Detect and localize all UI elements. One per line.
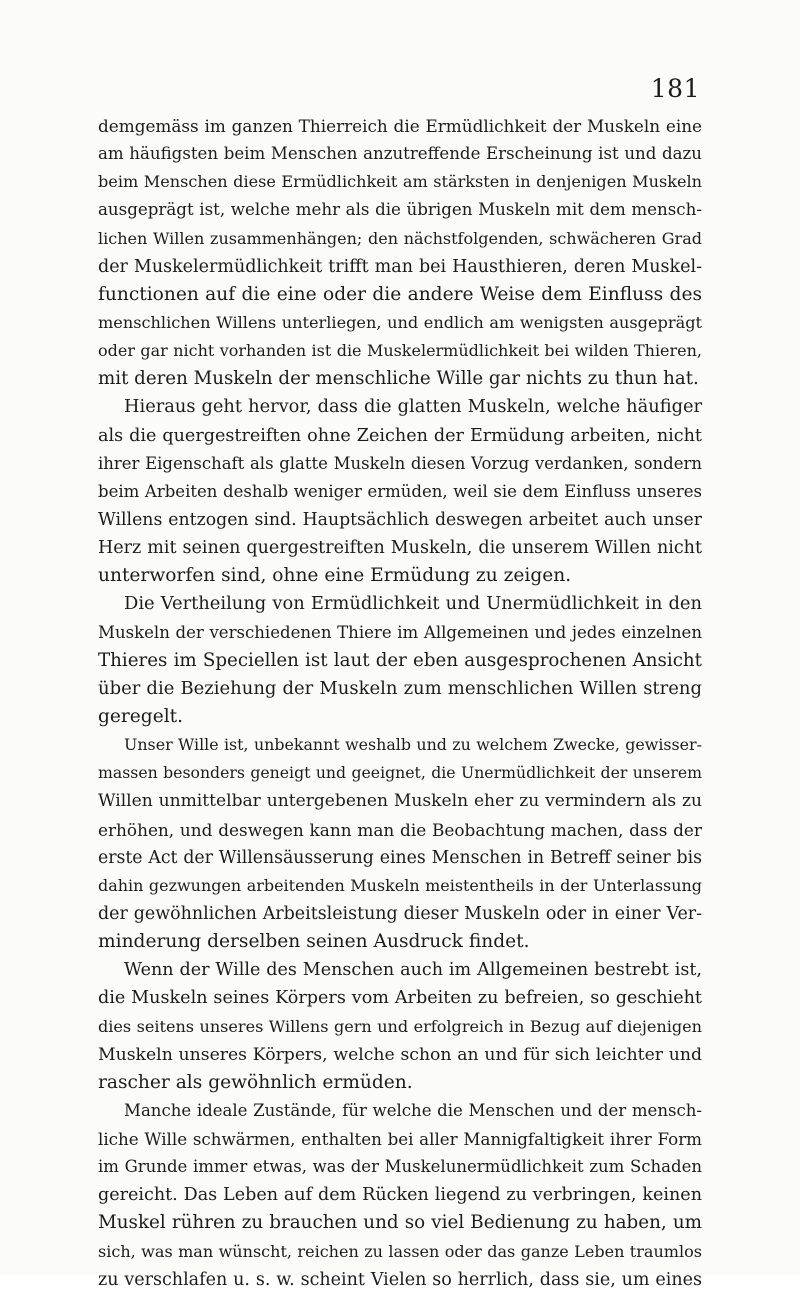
text-line: unterworfen sind, ohne eine Ermüdung zu zeigen. xyxy=(98,565,572,587)
text-line: Manche ideale Zustände, für welche die Menschen und der mensch- xyxy=(124,1100,702,1120)
text-line: lichen Willen zusammenhängen; den nächstfolgenden, schwächeren Grad xyxy=(98,228,702,248)
text-line: Willens entzogen sind. Hauptsächlich deswegen arbeitet auch unser xyxy=(98,509,702,530)
text-line: die Muskeln seines Körpers vom Arbeiten zu befreien, so geschieht xyxy=(98,988,702,1009)
text-line: zu verschlafen u. s. w. scheint Vielen so herrlich, dass sie, um eines xyxy=(98,1269,702,1290)
text-line: geregelt. xyxy=(98,705,184,727)
text-line: beim Menschen diese Ermüdlichkeit am stärksten in denjenigen Muskeln xyxy=(98,172,702,192)
text-line: oder gar nicht vorhanden ist die Muskelermüdlichkeit bei wilden Thieren, xyxy=(98,341,702,361)
text-line: massen besonders geneigt und geeignet, die Unermüdlichkeit der unserem xyxy=(98,763,702,783)
text-line: Thieres im Speciellen ist laut der eben ausgesprochenen Ansicht xyxy=(98,649,702,671)
text-line: Unser Wille ist, unbekannt weshalb und zu welchem Zwecke, gewisser- xyxy=(124,735,702,755)
text-line: Herz mit seinen quergestreiften Muskeln, die unserem Willen nicht xyxy=(98,538,702,559)
text-line: dahin gezwungen arbeitenden Muskeln meistentheils in der Unterlassung xyxy=(98,875,702,895)
text-line: erhöhen, und deswegen kann man die Beobachtung machen, dass der xyxy=(98,819,702,840)
text-line: beim Arbeiten deshalb weniger ermüden, weil sie dem Einfluss unseres xyxy=(98,481,702,501)
text-line: gereicht. Das Leben auf dem Rücken liegend zu verbringen, keinen xyxy=(98,1185,702,1206)
text-line: der Muskelermüdlichkeit trifft man bei Hausthieren, deren Muskel- xyxy=(98,256,702,277)
text-line: menschlichen Willens unterliegen, und endlich am wenigsten ausgeprägt xyxy=(98,312,702,332)
text-line: im Grunde immer etwas, was der Muskelunermüdlichkeit zum Schaden xyxy=(98,1157,702,1177)
text-line: Muskel rühren zu brauchen und so viel Bedienung zu haben, um xyxy=(98,1212,702,1234)
text-line: Wenn der Wille des Menschen auch im Allgemeinen bestrebt ist, xyxy=(124,960,702,981)
text-line: functionen auf die eine oder die andere Weise dem Einfluss des xyxy=(98,283,702,305)
text-line: der gewöhnlichen Arbeitsleistung dieser Muskeln oder in einer Ver- xyxy=(98,903,702,924)
text-line: Muskeln unseres Körpers, welche schon an und für sich leichter und xyxy=(98,1044,702,1065)
text-line: Muskeln der verschiedenen Thiere im Allgemeinen und jedes einzelnen xyxy=(98,622,702,642)
text-line: Die Vertheilung von Ermüdlichkeit und Unermüdlichkeit in den xyxy=(124,593,702,615)
text-line: Hieraus geht hervor, dass die glatten Muskeln, welche häufiger xyxy=(124,396,702,418)
text-line: Willen unmittelbar untergebenen Muskeln eher zu vermindern als zu xyxy=(98,791,702,812)
text-line: erste Act der Willensäusserung eines Menschen in Betreff seiner bis xyxy=(98,847,702,868)
body-text xyxy=(98,112,702,1294)
text-line: sich, was man wünscht, reichen zu lassen oder das ganze Leben traumlos xyxy=(98,1241,702,1261)
text-line: rascher als gewöhnlich ermüden. xyxy=(98,1071,413,1093)
text-line: als die quergestreiften ohne Zeichen der Ermüdung arbeiten, nicht xyxy=(98,425,702,446)
text-line: dies seitens unseres Willens gern und erfolgreich in Bezug auf diejenigen xyxy=(98,1016,702,1036)
page-number: 181 xyxy=(650,74,700,103)
text-line: demgemäss im ganzen Thierreich die Ermüdlichkeit der Muskeln eine xyxy=(98,116,702,136)
text-line: über die Beziehung der Muskeln zum menschlichen Willen streng xyxy=(98,677,702,699)
text-line: mit deren Muskeln der menschliche Wille gar nichts zu thun hat. xyxy=(98,368,699,390)
text-line: am häufigsten beim Menschen anzutreffende Erscheinung ist und dazu xyxy=(98,144,702,164)
text-line: ausgeprägt ist, welche mehr als die übrigen Muskeln mit dem mensch- xyxy=(98,200,702,220)
text-line: ihrer Eigenschaft als glatte Muskeln diesen Vorzug verdanken, sondern xyxy=(98,453,702,473)
text-line: liche Wille schwärmen, enthalten bei aller Mannigfaltigkeit ihrer Form xyxy=(98,1129,702,1150)
text-line: minderung derselben seinen Ausdruck findet. xyxy=(98,931,530,953)
